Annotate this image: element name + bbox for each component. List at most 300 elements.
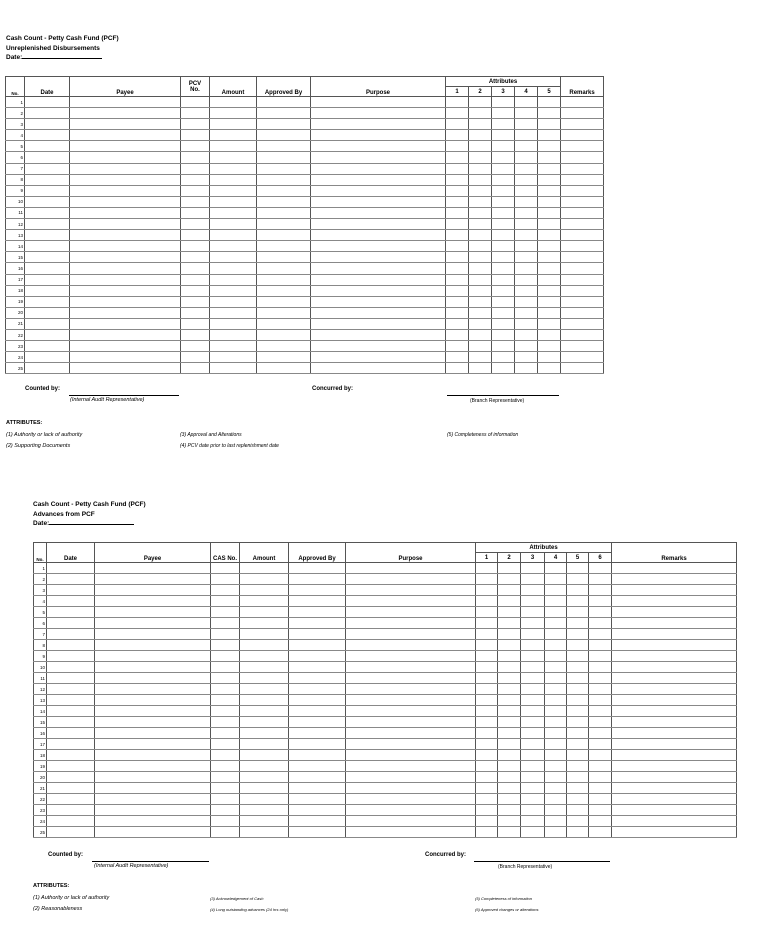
table-cell[interactable] [289, 673, 346, 684]
table-cell[interactable] [492, 174, 515, 185]
table-cell[interactable] [95, 673, 211, 684]
table-cell[interactable] [589, 750, 612, 761]
table-cell[interactable] [289, 629, 346, 640]
table-cell[interactable] [211, 772, 240, 783]
table-cell[interactable] [311, 241, 446, 252]
table-cell[interactable] [567, 607, 589, 618]
table-cell[interactable] [311, 296, 446, 307]
table-cell[interactable] [515, 241, 538, 252]
table-cell[interactable] [521, 574, 545, 585]
table-cell[interactable] [95, 618, 211, 629]
table-cell[interactable] [545, 695, 567, 706]
table-cell[interactable] [70, 108, 181, 119]
table-cell[interactable] [538, 230, 561, 241]
table-cell[interactable] [446, 108, 469, 119]
table-cell[interactable] [25, 207, 70, 218]
table-cell[interactable] [289, 761, 346, 772]
table-cell[interactable] [25, 185, 70, 196]
table-cell[interactable] [311, 263, 446, 274]
table-cell[interactable] [521, 750, 545, 761]
table-cell[interactable] [25, 108, 70, 119]
table-cell[interactable] [95, 783, 211, 794]
table-cell[interactable] [521, 728, 545, 739]
table-cell[interactable] [521, 794, 545, 805]
table-cell[interactable] [210, 341, 257, 352]
table-cell[interactable] [211, 563, 240, 574]
table-cell[interactable] [25, 285, 70, 296]
table-cell[interactable] [612, 794, 737, 805]
table-cell[interactable] [289, 805, 346, 816]
table-cell[interactable] [545, 816, 567, 827]
table-cell[interactable] [561, 352, 604, 363]
table-cell[interactable] [257, 318, 311, 329]
table-cell[interactable] [346, 750, 476, 761]
table-cell[interactable] [567, 684, 589, 695]
table-cell[interactable] [589, 805, 612, 816]
table-cell[interactable] [211, 585, 240, 596]
table-cell[interactable] [210, 119, 257, 130]
table-cell[interactable] [70, 363, 181, 374]
table-cell[interactable] [257, 174, 311, 185]
table-cell[interactable] [25, 307, 70, 318]
table-cell[interactable] [211, 827, 240, 838]
table-cell[interactable] [538, 263, 561, 274]
table-cell[interactable] [476, 596, 498, 607]
table-cell[interactable] [545, 563, 567, 574]
table-cell[interactable] [538, 341, 561, 352]
table-cell[interactable] [181, 318, 210, 329]
table-cell[interactable] [589, 563, 612, 574]
table-cell[interactable] [545, 739, 567, 750]
table-cell[interactable] [311, 329, 446, 340]
table-cell[interactable] [47, 728, 95, 739]
table-cell[interactable] [211, 574, 240, 585]
table-cell[interactable] [70, 230, 181, 241]
table-cell[interactable] [561, 119, 604, 130]
table-cell[interactable] [589, 827, 612, 838]
table-cell[interactable] [95, 662, 211, 673]
table-cell[interactable] [95, 585, 211, 596]
table-cell[interactable] [210, 285, 257, 296]
table-cell[interactable] [346, 827, 476, 838]
table-cell[interactable] [545, 673, 567, 684]
table-cell[interactable] [95, 684, 211, 695]
table-cell[interactable] [545, 783, 567, 794]
table-cell[interactable] [469, 97, 492, 108]
table-cell[interactable] [446, 363, 469, 374]
table-cell[interactable] [469, 363, 492, 374]
table-cell[interactable] [210, 185, 257, 196]
table-cell[interactable] [612, 761, 737, 772]
table-cell[interactable] [515, 341, 538, 352]
table-cell[interactable] [538, 285, 561, 296]
table-cell[interactable] [210, 263, 257, 274]
table-cell[interactable] [498, 563, 521, 574]
table-cell[interactable] [25, 163, 70, 174]
table-cell[interactable] [492, 141, 515, 152]
table-cell[interactable] [446, 174, 469, 185]
table-cell[interactable] [311, 141, 446, 152]
table-cell[interactable] [95, 607, 211, 618]
table-cell[interactable] [240, 706, 289, 717]
table-cell[interactable] [47, 794, 95, 805]
table-cell[interactable] [95, 563, 211, 574]
table-cell[interactable] [70, 97, 181, 108]
table-cell[interactable] [47, 673, 95, 684]
table-cell[interactable] [476, 783, 498, 794]
table-cell[interactable] [589, 706, 612, 717]
table-cell[interactable] [181, 296, 210, 307]
table-cell[interactable] [257, 141, 311, 152]
table-cell[interactable] [561, 163, 604, 174]
table-cell[interactable] [47, 816, 95, 827]
table-cell[interactable] [612, 695, 737, 706]
table-cell[interactable] [521, 761, 545, 772]
table-cell[interactable] [346, 706, 476, 717]
table-cell[interactable] [492, 274, 515, 285]
table-cell[interactable] [515, 307, 538, 318]
table-cell[interactable] [25, 352, 70, 363]
table-cell[interactable] [95, 640, 211, 651]
table-cell[interactable] [521, 739, 545, 750]
table-cell[interactable] [589, 585, 612, 596]
table-cell[interactable] [25, 318, 70, 329]
table-cell[interactable] [210, 352, 257, 363]
table-cell[interactable] [561, 130, 604, 141]
table-cell[interactable] [47, 827, 95, 838]
table-cell[interactable] [515, 163, 538, 174]
table-cell[interactable] [498, 574, 521, 585]
table-cell[interactable] [492, 241, 515, 252]
table-cell[interactable] [257, 207, 311, 218]
table-cell[interactable] [521, 684, 545, 695]
table-cell[interactable] [47, 783, 95, 794]
table-cell[interactable] [240, 629, 289, 640]
table-cell[interactable] [521, 827, 545, 838]
table-cell[interactable] [25, 174, 70, 185]
table-cell[interactable] [612, 640, 737, 651]
table-cell[interactable] [210, 274, 257, 285]
table-cell[interactable] [476, 805, 498, 816]
table-cell[interactable] [446, 196, 469, 207]
table-cell[interactable] [181, 119, 210, 130]
table-cell[interactable] [240, 805, 289, 816]
table-cell[interactable] [561, 185, 604, 196]
table-cell[interactable] [311, 352, 446, 363]
table-cell[interactable] [589, 629, 612, 640]
table-cell[interactable] [257, 252, 311, 263]
table-cell[interactable] [612, 662, 737, 673]
table-cell[interactable] [25, 252, 70, 263]
table-cell[interactable] [538, 352, 561, 363]
table-cell[interactable] [257, 163, 311, 174]
table-cell[interactable] [476, 739, 498, 750]
table-cell[interactable] [498, 717, 521, 728]
table-cell[interactable] [70, 207, 181, 218]
table-cell[interactable] [47, 607, 95, 618]
table-cell[interactable] [545, 728, 567, 739]
table-cell[interactable] [538, 141, 561, 152]
table-cell[interactable] [538, 185, 561, 196]
table-cell[interactable] [257, 296, 311, 307]
table-cell[interactable] [589, 794, 612, 805]
table-cell[interactable] [25, 329, 70, 340]
table-cell[interactable] [446, 352, 469, 363]
table-cell[interactable] [346, 684, 476, 695]
table-cell[interactable] [346, 695, 476, 706]
table-cell[interactable] [521, 629, 545, 640]
table-cell[interactable] [210, 230, 257, 241]
table-cell[interactable] [289, 794, 346, 805]
table-cell[interactable] [446, 207, 469, 218]
table-cell[interactable] [469, 141, 492, 152]
table-cell[interactable] [515, 352, 538, 363]
table-cell[interactable] [289, 607, 346, 618]
table-cell[interactable] [70, 285, 181, 296]
table-cell[interactable] [492, 352, 515, 363]
table-cell[interactable] [567, 717, 589, 728]
table-cell[interactable] [70, 152, 181, 163]
table-cell[interactable] [612, 750, 737, 761]
table-cell[interactable] [211, 662, 240, 673]
table-cell[interactable] [567, 640, 589, 651]
table-cell[interactable] [545, 640, 567, 651]
table-cell[interactable] [498, 695, 521, 706]
table-cell[interactable] [521, 805, 545, 816]
table-cell[interactable] [515, 296, 538, 307]
table-cell[interactable] [257, 219, 311, 230]
table-cell[interactable] [446, 152, 469, 163]
table-cell[interactable] [95, 761, 211, 772]
table-cell[interactable] [521, 640, 545, 651]
table-cell[interactable] [589, 640, 612, 651]
table-cell[interactable] [521, 706, 545, 717]
table-cell[interactable] [561, 241, 604, 252]
table-cell[interactable] [346, 662, 476, 673]
table-cell[interactable] [561, 230, 604, 241]
table-cell[interactable] [492, 318, 515, 329]
table-cell[interactable] [70, 219, 181, 230]
table-cell[interactable] [612, 629, 737, 640]
table-cell[interactable] [612, 574, 737, 585]
table-cell[interactable] [70, 252, 181, 263]
table-cell[interactable] [545, 684, 567, 695]
table-cell[interactable] [211, 816, 240, 827]
table-cell[interactable] [25, 196, 70, 207]
table-cell[interactable] [612, 651, 737, 662]
table-cell[interactable] [47, 717, 95, 728]
table-cell[interactable] [498, 651, 521, 662]
table-cell[interactable] [589, 772, 612, 783]
table-cell[interactable] [311, 108, 446, 119]
table-cell[interactable] [476, 607, 498, 618]
table-cell[interactable] [210, 141, 257, 152]
table-cell[interactable] [181, 274, 210, 285]
table-cell[interactable] [25, 263, 70, 274]
table-cell[interactable] [289, 563, 346, 574]
table-cell[interactable] [469, 219, 492, 230]
table-cell[interactable] [289, 574, 346, 585]
table-cell[interactable] [311, 97, 446, 108]
table-cell[interactable] [311, 230, 446, 241]
table-cell[interactable] [240, 585, 289, 596]
table-cell[interactable] [181, 152, 210, 163]
table-cell[interactable] [545, 618, 567, 629]
table-cell[interactable] [515, 141, 538, 152]
table-cell[interactable] [25, 274, 70, 285]
table-cell[interactable] [446, 230, 469, 241]
table-cell[interactable] [240, 618, 289, 629]
table-cell[interactable] [538, 163, 561, 174]
table-cell[interactable] [561, 152, 604, 163]
table-cell[interactable] [210, 241, 257, 252]
table-cell[interactable] [561, 108, 604, 119]
table-cell[interactable] [498, 596, 521, 607]
table-cell[interactable] [446, 263, 469, 274]
table-cell[interactable] [47, 706, 95, 717]
table-cell[interactable] [346, 794, 476, 805]
table-cell[interactable] [492, 196, 515, 207]
table-cell[interactable] [538, 196, 561, 207]
table-cell[interactable] [515, 207, 538, 218]
table-cell[interactable] [492, 97, 515, 108]
table-cell[interactable] [521, 662, 545, 673]
table-cell[interactable] [538, 119, 561, 130]
table-cell[interactable] [289, 651, 346, 662]
table-cell[interactable] [515, 219, 538, 230]
table-cell[interactable] [446, 274, 469, 285]
table-cell[interactable] [240, 750, 289, 761]
table-cell[interactable] [498, 640, 521, 651]
table-cell[interactable] [70, 263, 181, 274]
table-cell[interactable] [567, 739, 589, 750]
table-cell[interactable] [567, 750, 589, 761]
table-cell[interactable] [538, 318, 561, 329]
table-cell[interactable] [492, 130, 515, 141]
table-cell[interactable] [567, 662, 589, 673]
table-cell[interactable] [95, 629, 211, 640]
table-cell[interactable] [346, 728, 476, 739]
table-cell[interactable] [612, 805, 737, 816]
table-cell[interactable] [346, 673, 476, 684]
table-cell[interactable] [538, 241, 561, 252]
table-cell[interactable] [240, 827, 289, 838]
form1-date-field[interactable] [22, 53, 102, 59]
table-cell[interactable] [567, 772, 589, 783]
table-cell[interactable] [289, 684, 346, 695]
table-cell[interactable] [561, 174, 604, 185]
table-cell[interactable] [561, 196, 604, 207]
table-cell[interactable] [498, 805, 521, 816]
table-cell[interactable] [492, 230, 515, 241]
table-cell[interactable] [311, 307, 446, 318]
table-cell[interactable] [567, 827, 589, 838]
table-cell[interactable] [469, 130, 492, 141]
table-cell[interactable] [492, 207, 515, 218]
table-cell[interactable] [257, 274, 311, 285]
table-cell[interactable] [211, 717, 240, 728]
table-cell[interactable] [469, 352, 492, 363]
table-cell[interactable] [47, 662, 95, 673]
table-cell[interactable] [538, 307, 561, 318]
table-cell[interactable] [70, 163, 181, 174]
table-cell[interactable] [469, 307, 492, 318]
table-cell[interactable] [589, 651, 612, 662]
table-cell[interactable] [538, 152, 561, 163]
table-cell[interactable] [47, 684, 95, 695]
table-cell[interactable] [95, 695, 211, 706]
table-cell[interactable] [70, 341, 181, 352]
table-cell[interactable] [476, 827, 498, 838]
table-cell[interactable] [545, 596, 567, 607]
table-cell[interactable] [589, 662, 612, 673]
table-cell[interactable] [289, 816, 346, 827]
table-cell[interactable] [492, 296, 515, 307]
table-cell[interactable] [25, 241, 70, 252]
table-cell[interactable] [346, 783, 476, 794]
table-cell[interactable] [561, 341, 604, 352]
table-cell[interactable] [240, 761, 289, 772]
table-cell[interactable] [612, 607, 737, 618]
table-cell[interactable] [95, 728, 211, 739]
table-cell[interactable] [469, 185, 492, 196]
table-cell[interactable] [612, 783, 737, 794]
table-cell[interactable] [492, 108, 515, 119]
table-cell[interactable] [498, 607, 521, 618]
table-cell[interactable] [289, 827, 346, 838]
form1-concurred-by-line[interactable] [447, 395, 559, 396]
table-cell[interactable] [515, 263, 538, 274]
table-cell[interactable] [240, 783, 289, 794]
table-cell[interactable] [346, 607, 476, 618]
table-cell[interactable] [515, 230, 538, 241]
table-cell[interactable] [498, 728, 521, 739]
table-cell[interactable] [612, 563, 737, 574]
table-cell[interactable] [498, 585, 521, 596]
form2-date-field[interactable] [49, 519, 134, 525]
table-cell[interactable] [210, 318, 257, 329]
table-cell[interactable] [492, 163, 515, 174]
table-cell[interactable] [612, 827, 737, 838]
table-cell[interactable] [210, 196, 257, 207]
table-cell[interactable] [95, 750, 211, 761]
table-cell[interactable] [589, 728, 612, 739]
table-cell[interactable] [545, 827, 567, 838]
table-cell[interactable] [311, 196, 446, 207]
table-cell[interactable] [589, 816, 612, 827]
table-cell[interactable] [515, 185, 538, 196]
table-cell[interactable] [289, 739, 346, 750]
table-cell[interactable] [257, 119, 311, 130]
table-cell[interactable] [561, 252, 604, 263]
table-cell[interactable] [521, 783, 545, 794]
table-cell[interactable] [210, 97, 257, 108]
table-cell[interactable] [476, 684, 498, 695]
table-cell[interactable] [589, 761, 612, 772]
table-cell[interactable] [181, 141, 210, 152]
table-cell[interactable] [561, 307, 604, 318]
table-cell[interactable] [211, 618, 240, 629]
table-cell[interactable] [498, 750, 521, 761]
table-cell[interactable] [567, 574, 589, 585]
table-cell[interactable] [446, 329, 469, 340]
table-cell[interactable] [545, 750, 567, 761]
table-cell[interactable] [498, 772, 521, 783]
table-cell[interactable] [469, 230, 492, 241]
table-cell[interactable] [70, 196, 181, 207]
table-cell[interactable] [25, 230, 70, 241]
table-cell[interactable] [545, 794, 567, 805]
